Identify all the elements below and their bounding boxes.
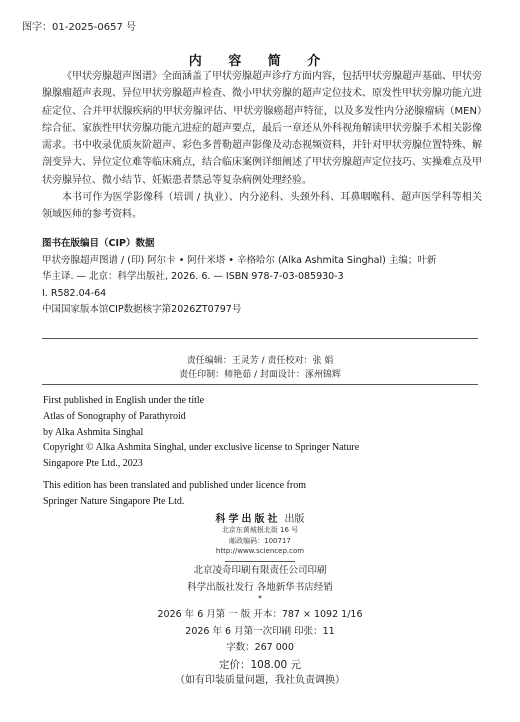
publisher-info xyxy=(0,510,520,557)
book-introduction xyxy=(42,68,482,224)
publisher-name xyxy=(0,510,520,525)
intro-paragraph: 《甲状旁腺超声图谱》全面涵盖了甲状旁腺超声诊疗方面内容，包括甲状旁腺超声基础、甲状旁腺腺瘤超声表现、异位甲状旁腺超声检查、微小甲状旁腺的超声定位技术、原发性甲状旁腺功能亢进症定位、合并甲状腺疾病的甲状旁腺评估、甲状旁腺癌超声特征，以及多发性内分泌腺瘤病（MEN）综合征、家族性甲状旁腺功能亢进症的超声要点，最后一章还从外科视角解读甲状旁腺手术相关影像需求。书中收录优质灰阶超声、彩色多普勒超声影像及动态视频资料，并针对甲状旁腺位置特殊、解剖变异大、异位定位难等临床痛点，结合临床案例详细阐述了甲状旁腺超声定位技巧、实操难点及甲状旁腺异位、微小结节、妊娠患者禁忌等复杂病例处理经验。 xyxy=(42,71,482,186)
english-line: Copyright © Alka Ashmita Singhal, under exclusive license to Springer Nature xyxy=(43,442,360,454)
english-line: First published in English under the title xyxy=(43,395,205,406)
edition-specs xyxy=(0,607,520,690)
english-line: This edition has been translated and published under licence from xyxy=(43,479,306,491)
editor-line: 责任编辑：王灵芳 / 责任校对：张 娟 xyxy=(186,356,334,366)
cip-line: 华主译. — 北京：科学出版社, 2026. 6. — ISBN 978-7-03-085930-3 xyxy=(42,271,344,282)
separator-star: * xyxy=(258,594,262,603)
cip-line: 甲状旁腺超声图谱 / (印) 阿尔卡 • 阿什米塔 • 辛格哈尔 (Alka Ashmita Singhal) 主编；叶新 xyxy=(42,254,437,266)
publisher-logo-text: 科学出版社 xyxy=(215,514,281,525)
quality-notice: （如有印装质量问题，我社负责调换） xyxy=(175,675,345,686)
divider xyxy=(42,384,478,385)
intro-paragraph: 本书可作为医学影像科（培训 / 执业）、内分泌科、头颈外科、耳鼻咽喉科、超声医学科等相关领域医师的参考资料。 xyxy=(42,192,482,221)
editorial-credits xyxy=(0,354,520,382)
cip-line: 中国国家版本馆CIP数据核字第2026ZT0797号 xyxy=(42,304,242,315)
divider xyxy=(42,338,478,339)
english-copyright-block xyxy=(43,393,359,510)
editor-line: 责任印制：师艳茹 / 封面设计：涿州锦辉 xyxy=(179,370,341,380)
publisher-postcode: 邮政编码：100717 xyxy=(229,536,291,545)
edition-line: 2026 年 6 月第 一 版 开本：787 × 1092 1/16 xyxy=(157,609,363,620)
publisher-suffix: 出版 xyxy=(284,514,305,525)
english-line: Singapore Pte Ltd., 2023 xyxy=(43,458,143,470)
publisher-address: 北京东黄城根北街 16 号 xyxy=(221,526,299,534)
divider xyxy=(225,561,295,562)
english-line: Springer Nature Singapore Pte Ltd. xyxy=(43,495,185,507)
english-line: by Alka Ashmita Singhal xyxy=(43,426,144,438)
distribution-line: 科学出版社发行 各地新华书店经销 xyxy=(187,581,333,593)
contract-number: 图字：01-2025-0657 号 xyxy=(22,22,137,33)
printing-info xyxy=(0,563,520,596)
cip-heading: 图书在版编目（CIP）数据 xyxy=(42,238,155,249)
impression-line: 2026 年 6 月第一次印刷 印张：11 xyxy=(185,625,335,637)
page-title: 内 容 简 介 xyxy=(188,54,332,69)
price: 定价：108.00 元 xyxy=(218,658,302,671)
word-count: 字数：267 000 xyxy=(226,642,294,653)
cip-data-block xyxy=(42,236,436,319)
english-line: Atlas of Sonography of Parathyroid xyxy=(43,410,186,422)
cip-line: Ⅰ. R582.04-64 xyxy=(42,287,107,299)
printer-line: 北京凌奇印刷有限责任公司印刷 xyxy=(193,565,327,576)
publisher-url: http://www.sciencep.com xyxy=(215,547,305,555)
